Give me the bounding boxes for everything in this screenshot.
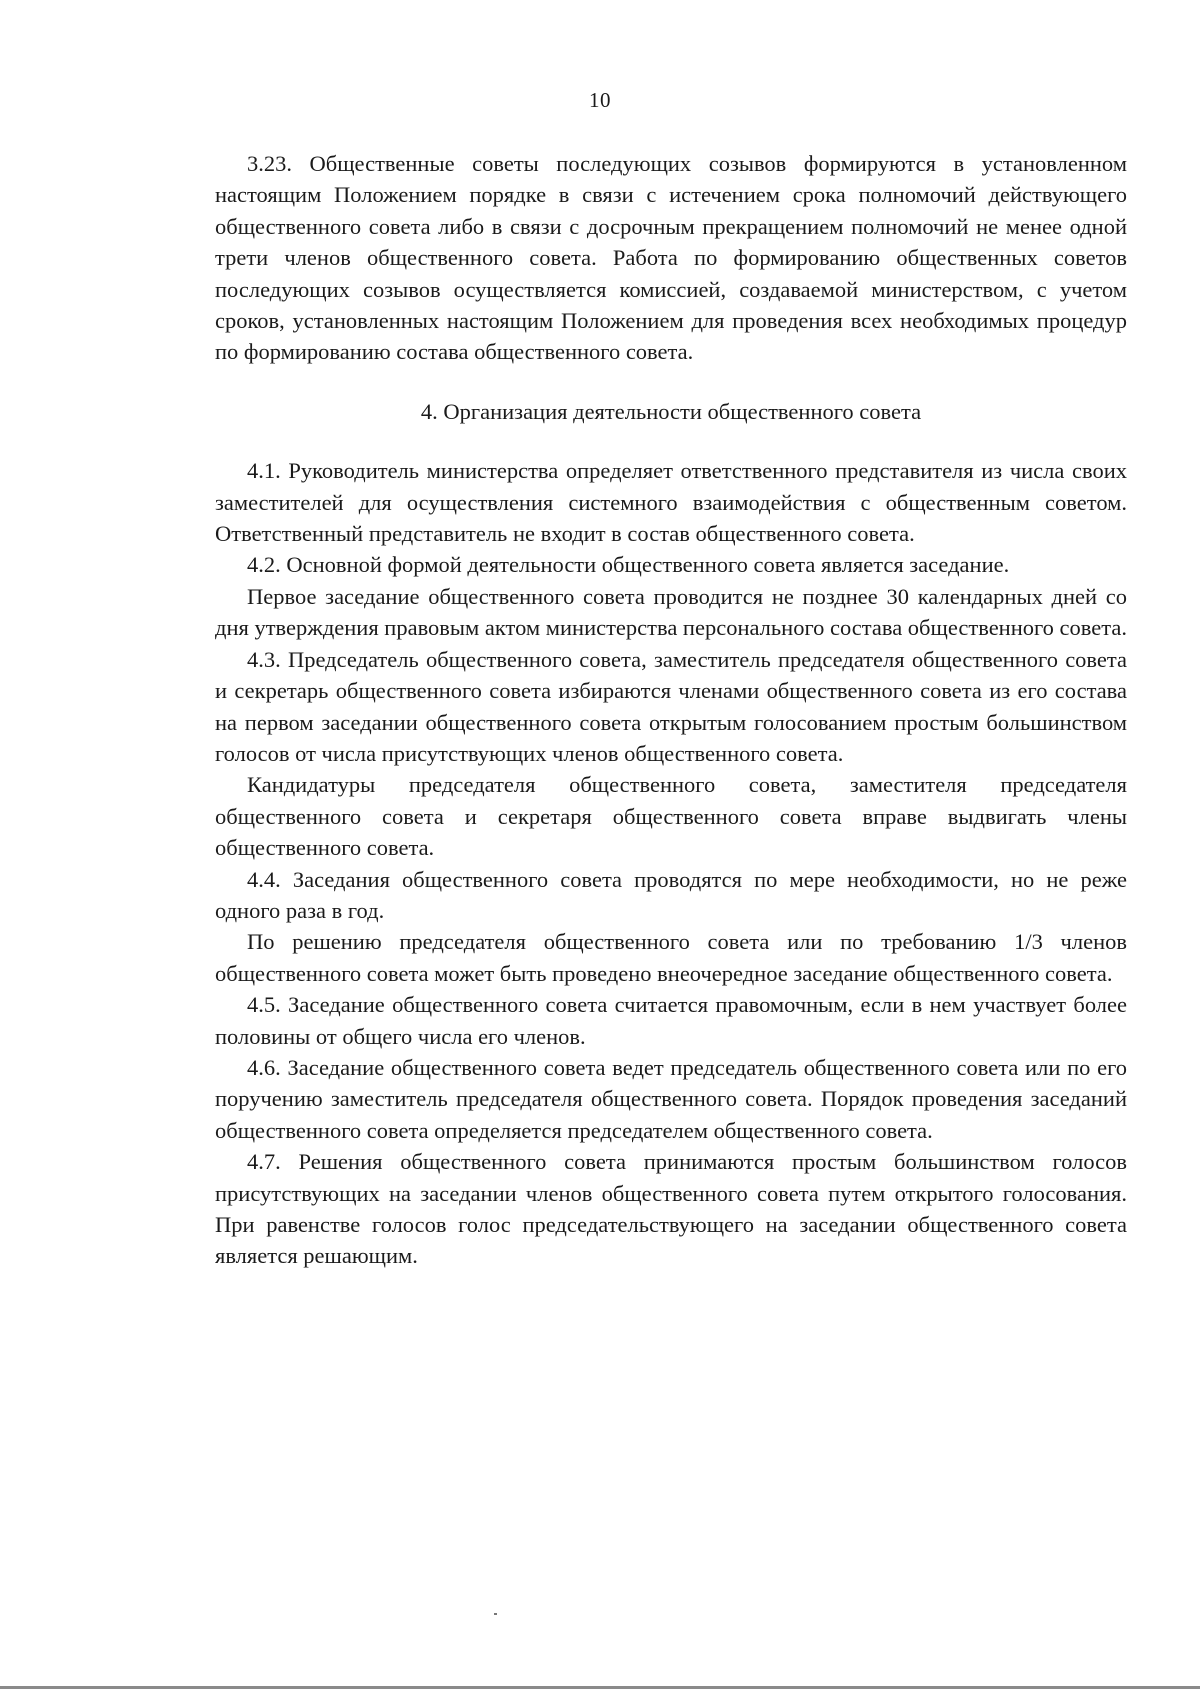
paragraph-4-7: 4.7. Решения общественного совета принимаются простым большинством голосов присутствующих на заседании членов общественного совета путем открытого голосования. При равенстве голосов голос председательствующего на заседании общественного совета является решающим. xyxy=(215,1149,1127,1269)
paragraph-4-5: 4.5. Заседание общественного совета считается правомочным, если в нем участвует более половины от общего числа его членов. xyxy=(215,992,1127,1049)
page-number: 10 xyxy=(589,88,611,112)
paragraph-4-1: 4.1. Руководитель министерства определяет ответственного представителя из числа своих заместителей для осуществления системного взаимодействия с общественным советом. Ответственный представитель не входит в состав общественного совета. xyxy=(215,458,1127,547)
paragraph-4-3: 4.3. Председатель общественного совета, заместитель председателя общественного совета и секретарь общественного совета избираются членами общественного совета из его состава на первом заседании общественного совета открытым голосованием простым большинством голосов от числа присутствующих членов общественного совета. xyxy=(215,646,1127,766)
paragraph-4-4: 4.4. Заседания общественного совета проводятся по мере необходимости, но не реже одного раза в год. xyxy=(215,866,1127,923)
paragraph-4-6: 4.6. Заседание общественного совета ведет председатель общественного совета или по его поручению заместитель председателя общественного совета. Порядок проведения заседаний общественного совета определяется председателем общественного совета. xyxy=(215,1054,1127,1143)
section-heading: 4. Организация деятельности общественного совета xyxy=(420,398,922,424)
paragraph-candidates: Кандидатуры председателя общественного совета, заместителя председателя общественного совета и секретаря общественного совета вправе выдвигать члены общественного совета. xyxy=(215,772,1127,861)
paragraph-3-23: 3.23. Общественные советы последующих созывов формируются в установленном настоящим Положением порядке в связи с истечением срока полномочий действующего общественного совета либо в связи с досрочным прекращением полномочий не менее одной трети членов общественного совета. Работа по формированию общественных советов последующих созывов осуществляется комиссией, создаваемой министерством, с учетом сроков, установленных настоящим Положением для проведения всех необходимых процедур по формированию состава общественного совета. xyxy=(215,151,1127,365)
paragraph-extraordinary-meeting: По решению председателя общественного совета или по требованию 1/3 членов общественного совета может быть проведено внеочередное заседание общественного совета. xyxy=(215,929,1127,986)
scan-bottom-edge xyxy=(0,1686,1200,1689)
scan-speck xyxy=(494,1613,497,1615)
paragraph-first-meeting: Первое заседание общественного совета проводится не позднее 30 календарных дней со дня утверждения правовым актом министерства персонального состава общественного совета. xyxy=(215,583,1127,641)
paragraph-4-2: 4.2. Основной формой деятельности общественного совета является заседание. xyxy=(247,552,1010,578)
document-body xyxy=(215,148,1127,1272)
